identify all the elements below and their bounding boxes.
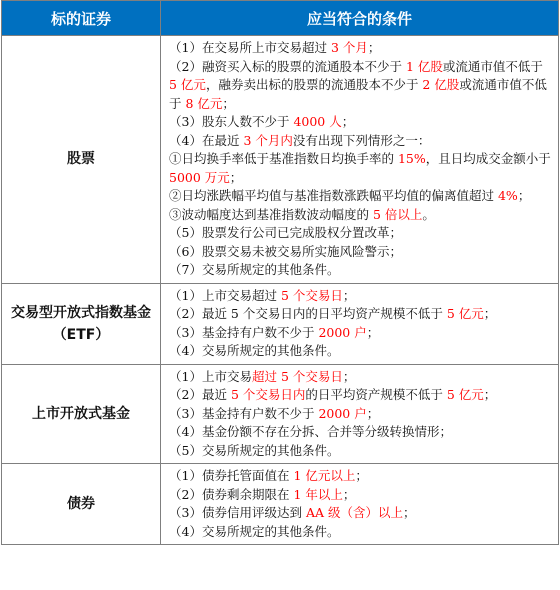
highlighted-value: AA 级（含）以上 bbox=[305, 505, 403, 520]
condition-line bbox=[169, 305, 552, 324]
condition-text: （4）交易所规定的其他条件。 bbox=[169, 523, 340, 539]
condition-line bbox=[169, 324, 552, 343]
highlighted-value: 2 亿股 bbox=[422, 77, 460, 92]
condition-line bbox=[169, 442, 552, 461]
condition-text: ，且日均成交金额小于 bbox=[425, 151, 551, 166]
condition-text: （3）基金持有户数不少于 bbox=[169, 405, 319, 421]
condition-line bbox=[169, 187, 552, 206]
condition-line bbox=[169, 386, 552, 405]
conditions-cell bbox=[161, 283, 559, 364]
condition-text: ； bbox=[342, 486, 356, 502]
highlighted-value: 15% bbox=[397, 151, 426, 166]
highlighted-value: 超过 5 个交易日 bbox=[251, 368, 343, 384]
condition-text: ； bbox=[366, 405, 380, 421]
condition-text: ； bbox=[483, 306, 497, 321]
condition-text: （4）在最近 bbox=[169, 132, 244, 148]
condition-line bbox=[169, 405, 552, 424]
highlighted-value: 5000 万元 bbox=[169, 169, 230, 185]
category-cell: 交易型开放式指数基金（ETF） bbox=[2, 283, 161, 364]
highlighted-value: 8 亿元 bbox=[185, 95, 223, 111]
condition-line bbox=[169, 504, 552, 523]
condition-text: ； bbox=[229, 169, 243, 185]
condition-line bbox=[169, 342, 552, 361]
condition-text: ； bbox=[342, 287, 356, 303]
condition-text: ； bbox=[517, 188, 531, 203]
condition-line bbox=[169, 368, 552, 387]
header-conditions: 应当符合的条件 bbox=[161, 1, 559, 36]
condition-text: ①日均换手率低于基准指数日均换手率的 bbox=[169, 151, 398, 166]
condition-text: ； bbox=[222, 95, 235, 111]
condition-text: （6）股票交易未被交易所实施风险警示； bbox=[169, 243, 402, 259]
table-row-bond bbox=[2, 464, 559, 545]
highlighted-value: 3 个月内 bbox=[243, 132, 293, 148]
condition-line bbox=[169, 58, 552, 114]
condition-text: 没有出现下列情形之一： bbox=[292, 132, 431, 148]
highlighted-value: 2000 户 bbox=[318, 405, 367, 421]
table-row-stock bbox=[2, 36, 559, 284]
condition-text: （2）最近 bbox=[169, 387, 231, 402]
category-cell: 上市开放式基金 bbox=[2, 364, 161, 464]
highlighted-value: 4% bbox=[497, 188, 518, 203]
condition-text: 的日平均资产规模不低于 bbox=[305, 387, 447, 402]
highlighted-value: 1 亿股 bbox=[405, 58, 443, 74]
condition-text: ③波动幅度达到基准指数波动幅度的 bbox=[169, 206, 373, 222]
condition-line bbox=[169, 467, 552, 486]
condition-text: ②日均涨跌幅平均值与基准指数涨跌幅平均值的偏离值超过 bbox=[169, 188, 498, 203]
condition-text: （1）债券托管面值在 bbox=[169, 468, 294, 483]
condition-line bbox=[169, 206, 552, 225]
highlighted-value: 5 亿元 bbox=[169, 77, 206, 92]
condition-text: ； bbox=[366, 324, 380, 340]
highlighted-value: 1 年以上 bbox=[293, 486, 343, 502]
highlighted-value: 5 个交易日 bbox=[280, 287, 343, 303]
condition-text: （5）股票发行公司已完成股权分置改革； bbox=[169, 225, 402, 240]
condition-line bbox=[169, 486, 552, 505]
condition-text: 。 bbox=[422, 206, 435, 222]
condition-text: （3）股东人数不少于 bbox=[169, 114, 294, 129]
condition-line bbox=[169, 243, 552, 262]
condition-text: （3）债券信用评级达到 bbox=[169, 505, 306, 520]
conditions-cell bbox=[161, 36, 559, 284]
highlighted-value: 3 个月 bbox=[330, 40, 368, 55]
condition-text: （1）在交易所上市交易超过 bbox=[169, 40, 331, 55]
condition-text: ，融券卖出标的股票的流通股本不少于 bbox=[205, 77, 423, 92]
condition-line bbox=[169, 150, 552, 187]
condition-line bbox=[169, 39, 552, 58]
condition-line bbox=[169, 423, 552, 442]
condition-text: 或流通市值不低于 bbox=[442, 58, 543, 74]
condition-text: （2）债券剩余期限在 bbox=[169, 486, 294, 502]
highlighted-value: 4000 人 bbox=[293, 114, 342, 129]
condition-text: ； bbox=[483, 387, 497, 402]
condition-text: （1）上市交易 bbox=[169, 368, 252, 384]
condition-text: ； bbox=[341, 114, 355, 129]
condition-line bbox=[169, 261, 552, 280]
condition-text: （4）交易所规定的其他条件。 bbox=[169, 343, 340, 358]
table-header-row bbox=[2, 1, 559, 36]
table-row-etf bbox=[2, 283, 559, 364]
condition-line bbox=[169, 523, 552, 542]
condition-text: （3）基金持有户数不少于 bbox=[169, 324, 319, 340]
condition-line bbox=[169, 224, 552, 243]
highlighted-value: 5 个交易日内 bbox=[230, 387, 306, 402]
condition-text: （4）基金份额不存在分拆、合并等分级转换情形； bbox=[169, 424, 452, 439]
condition-text: ； bbox=[402, 505, 416, 520]
highlighted-value: 5 亿元 bbox=[446, 306, 484, 321]
condition-text: （5）交易所规定的其他条件。 bbox=[169, 442, 340, 458]
category-cell: 股票 bbox=[2, 36, 161, 284]
margin-trading-conditions-table bbox=[1, 0, 559, 545]
condition-line bbox=[169, 132, 552, 151]
condition-text: （7）交易所规定的其他条件。 bbox=[169, 262, 340, 277]
condition-line bbox=[169, 113, 552, 132]
condition-text: 或流通市值不低于 bbox=[169, 77, 547, 111]
condition-line bbox=[169, 287, 552, 306]
highlighted-value: 1 亿元以上 bbox=[293, 468, 356, 483]
condition-text: （1）上市交易超过 bbox=[169, 287, 281, 303]
conditions-cell bbox=[161, 464, 559, 545]
condition-text: （2）最近 5 个交易日内的日平均资产规模不低于 bbox=[169, 306, 447, 321]
condition-text: ； bbox=[367, 40, 381, 55]
highlighted-value: 5 亿元 bbox=[446, 387, 484, 402]
highlighted-value: 2000 户 bbox=[318, 324, 367, 340]
header-underlying-security: 标的证券 bbox=[2, 1, 161, 36]
highlighted-value: 5 倍以上 bbox=[372, 206, 423, 222]
category-cell: 债券 bbox=[2, 464, 161, 545]
condition-text: ； bbox=[342, 368, 356, 384]
condition-text: （2）融资买入标的股票的流通股本不少于 bbox=[169, 58, 406, 74]
conditions-cell bbox=[161, 364, 559, 464]
condition-text: ； bbox=[355, 468, 368, 483]
table-row-listed-open-fund bbox=[2, 364, 559, 464]
